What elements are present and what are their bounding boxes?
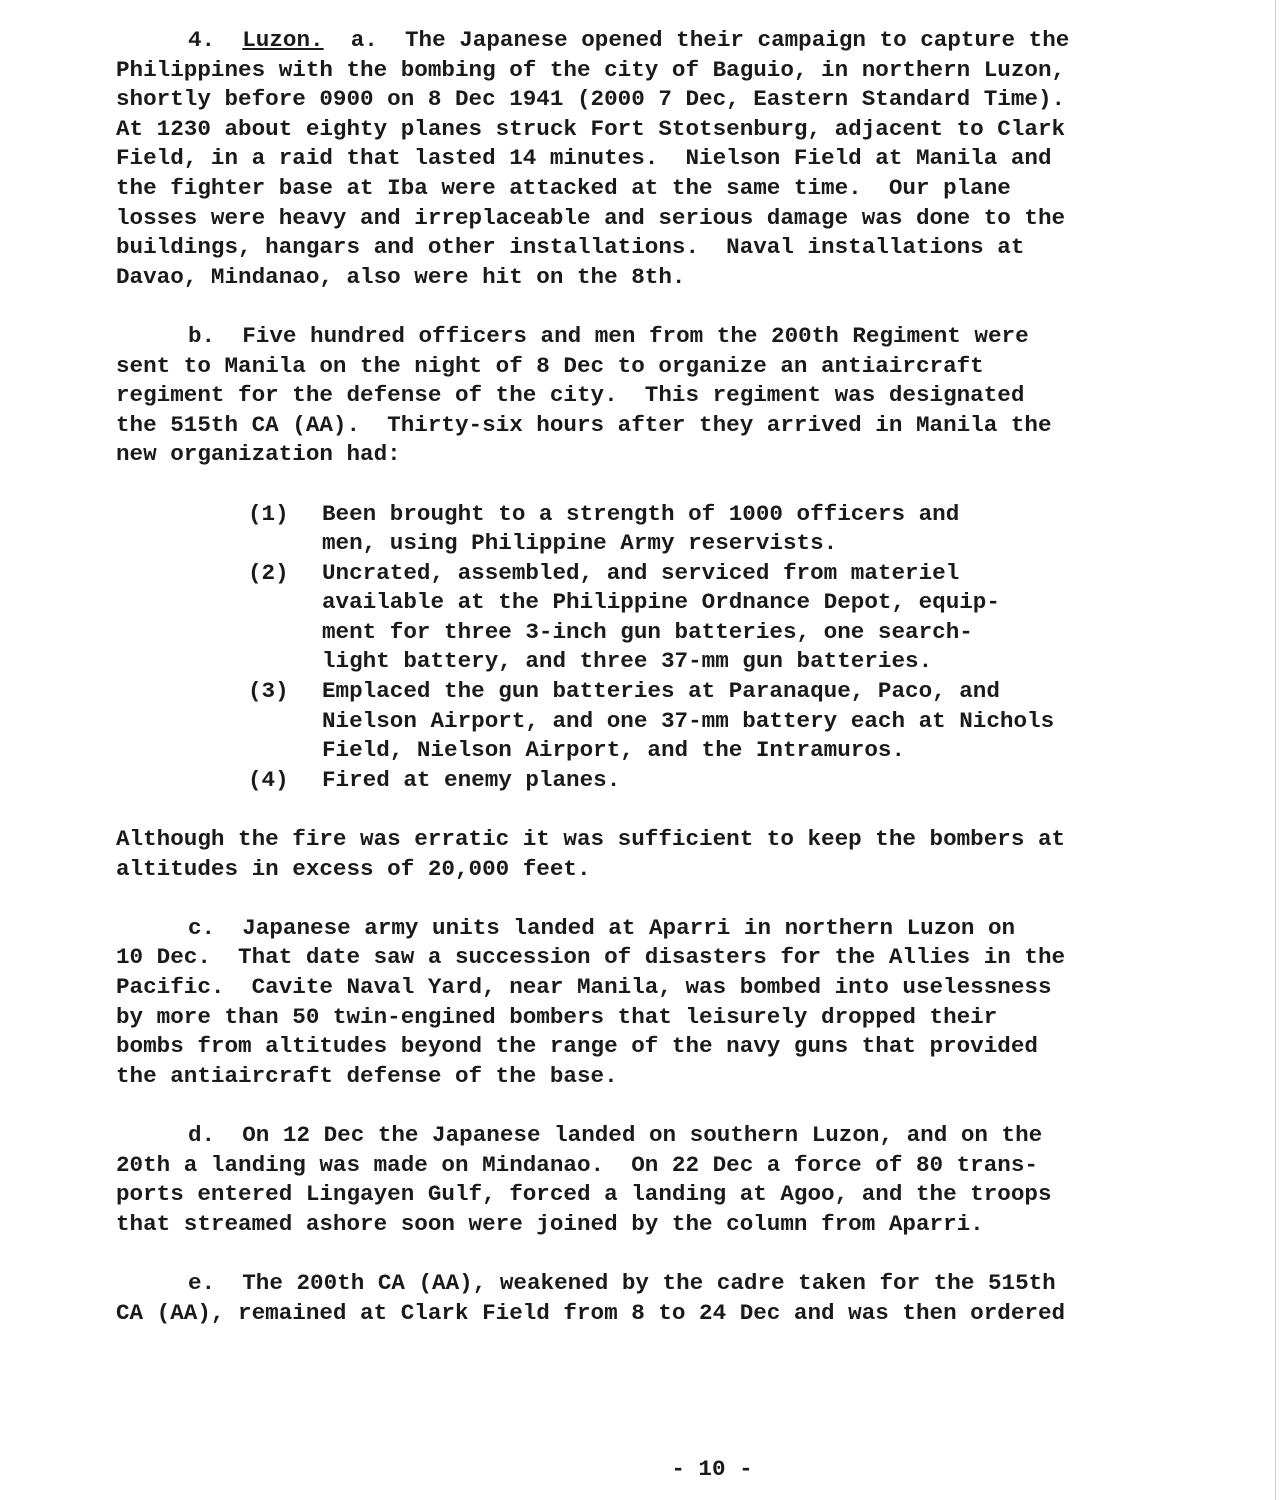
list-item-4 — [116, 766, 1176, 796]
para-b-line-1: sent to Manila on the night of 8 Dec to organize an antiaircraft — [116, 352, 984, 379]
para-a-line-7: buildings, hangars and other installations. Naval installations at — [116, 234, 1025, 261]
list-item-3 — [116, 677, 1176, 766]
list-line: Emplaced the gun batteries at Paranaque, Paco, and — [322, 678, 1000, 705]
para-a-line-2: shortly before 0900 on 8 Dec 1941 (2000 7 Dec, Eastern Standard Time). — [116, 86, 1066, 113]
para-d-line-0: d. On 12 Dec the Japanese landed on southern Luzon, and on the — [188, 1121, 1043, 1148]
para-a-line-6: losses were heavy and irreplaceable and serious damage was done to the — [116, 204, 1066, 231]
para-a-line-4: Field, in a raid that lasted 14 minutes. Nielson Field at Manila and — [116, 145, 1052, 172]
page-number: - 10 - — [671, 1456, 753, 1482]
para-d-line-1: 20th a landing was made on Mindanao. On 22 Dec a force of 80 trans- — [116, 1151, 1038, 1178]
para-c-line-0: c. Japanese army units landed at Aparri in northern Luzon on — [188, 914, 1016, 941]
section-number: 4. — [188, 27, 216, 53]
list-item-2 — [116, 559, 1176, 677]
para-c-line-4: bombs from altitudes beyond the range of the navy guns that provided — [116, 1033, 1038, 1060]
para-d-line-2: ports entered Lingayen Gulf, forced a landing at Agoo, and the troops — [116, 1181, 1052, 1208]
list-line: light battery, and three 37-mm gun batteries. — [322, 648, 933, 675]
para-e-line-1: CA (AA), remained at Clark Field from 8 to 24 Dec and was then ordered — [116, 1299, 1066, 1326]
para-a-line-5: the fighter base at Iba were attacked at the same time. Our plane — [116, 174, 1011, 201]
para-b-line-4: new organization had: — [116, 441, 401, 468]
para-b-line-2: regiment for the defense of the city. This regiment was designated — [116, 382, 1025, 409]
para-e-line-0: e. The 200th CA (AA), weakened by the cadre taken for the 515th — [188, 1269, 1056, 1296]
list-item-1 — [116, 500, 1176, 559]
para-c-line-2: Pacific. Cavite Naval Yard, near Manila, was bombed into uselessness — [116, 974, 1052, 1000]
para-a-line-0: The Japanese opened their campaign to capture the — [404, 27, 1070, 53]
para-b-after-line-1: altitudes in excess of 20,000 feet. — [116, 855, 591, 882]
para-a-line-1: Philippines with the bombing of the city of Baguio, in northern Luzon, — [116, 56, 1066, 83]
para-a-line-8: Davao, Mindanao, also were hit on the 8th. — [116, 263, 686, 290]
para-c-line-5: the antiaircraft defense of the base. — [116, 1062, 618, 1089]
page-edge — [1275, 0, 1276, 1500]
para-d-line-3: that streamed ashore soon were joined by the column from Aparri. — [116, 1210, 984, 1237]
list-line: ment for three 3-inch gun batteries, one search- — [322, 618, 973, 645]
list-number: (2) — [248, 559, 289, 586]
document-body — [116, 26, 1176, 1328]
list-line: Field, Nielson Airport, and the Intramuros. — [322, 737, 906, 764]
para-a-label: a. — [350, 27, 378, 53]
section-heading: Luzon. — [242, 27, 324, 53]
list-line: men, using Philippine Army reservists. — [322, 530, 838, 557]
list-number: (3) — [248, 678, 289, 705]
list-line: Nielson Airport, and one 37-mm battery each at Nichols — [322, 707, 1055, 734]
para-b-after-line-0: Although the fire was erratic it was sufficient to keep the bombers at — [116, 826, 1066, 853]
para-4a-first-line — [116, 26, 1176, 56]
list-line: available at the Philippine Ordnance Depot, equip- — [322, 589, 1000, 616]
para-a-line-3: At 1230 about eighty planes struck Fort Stotsenburg, adjacent to Clark — [116, 115, 1066, 142]
list-number: (1) — [248, 500, 289, 527]
list-line: Uncrated, assembled, and serviced from materiel — [322, 559, 960, 586]
para-b-line-3: the 515th CA (AA). Thirty-six hours after they arrived in Manila the — [116, 411, 1052, 438]
para-c-line-3: by more than 50 twin-engined bombers that leisurely dropped their — [116, 1003, 998, 1030]
para-c-line-1: 10 Dec. That date saw a succession of disasters for the Allies in the — [116, 944, 1066, 971]
para-b-line-0: b. Five hundred officers and men from the 200th Regiment were — [188, 322, 1029, 349]
list-number: (4) — [248, 766, 289, 793]
list-line: Fired at enemy planes. — [322, 766, 621, 793]
list-line: Been brought to a strength of 1000 officers and — [322, 500, 960, 527]
